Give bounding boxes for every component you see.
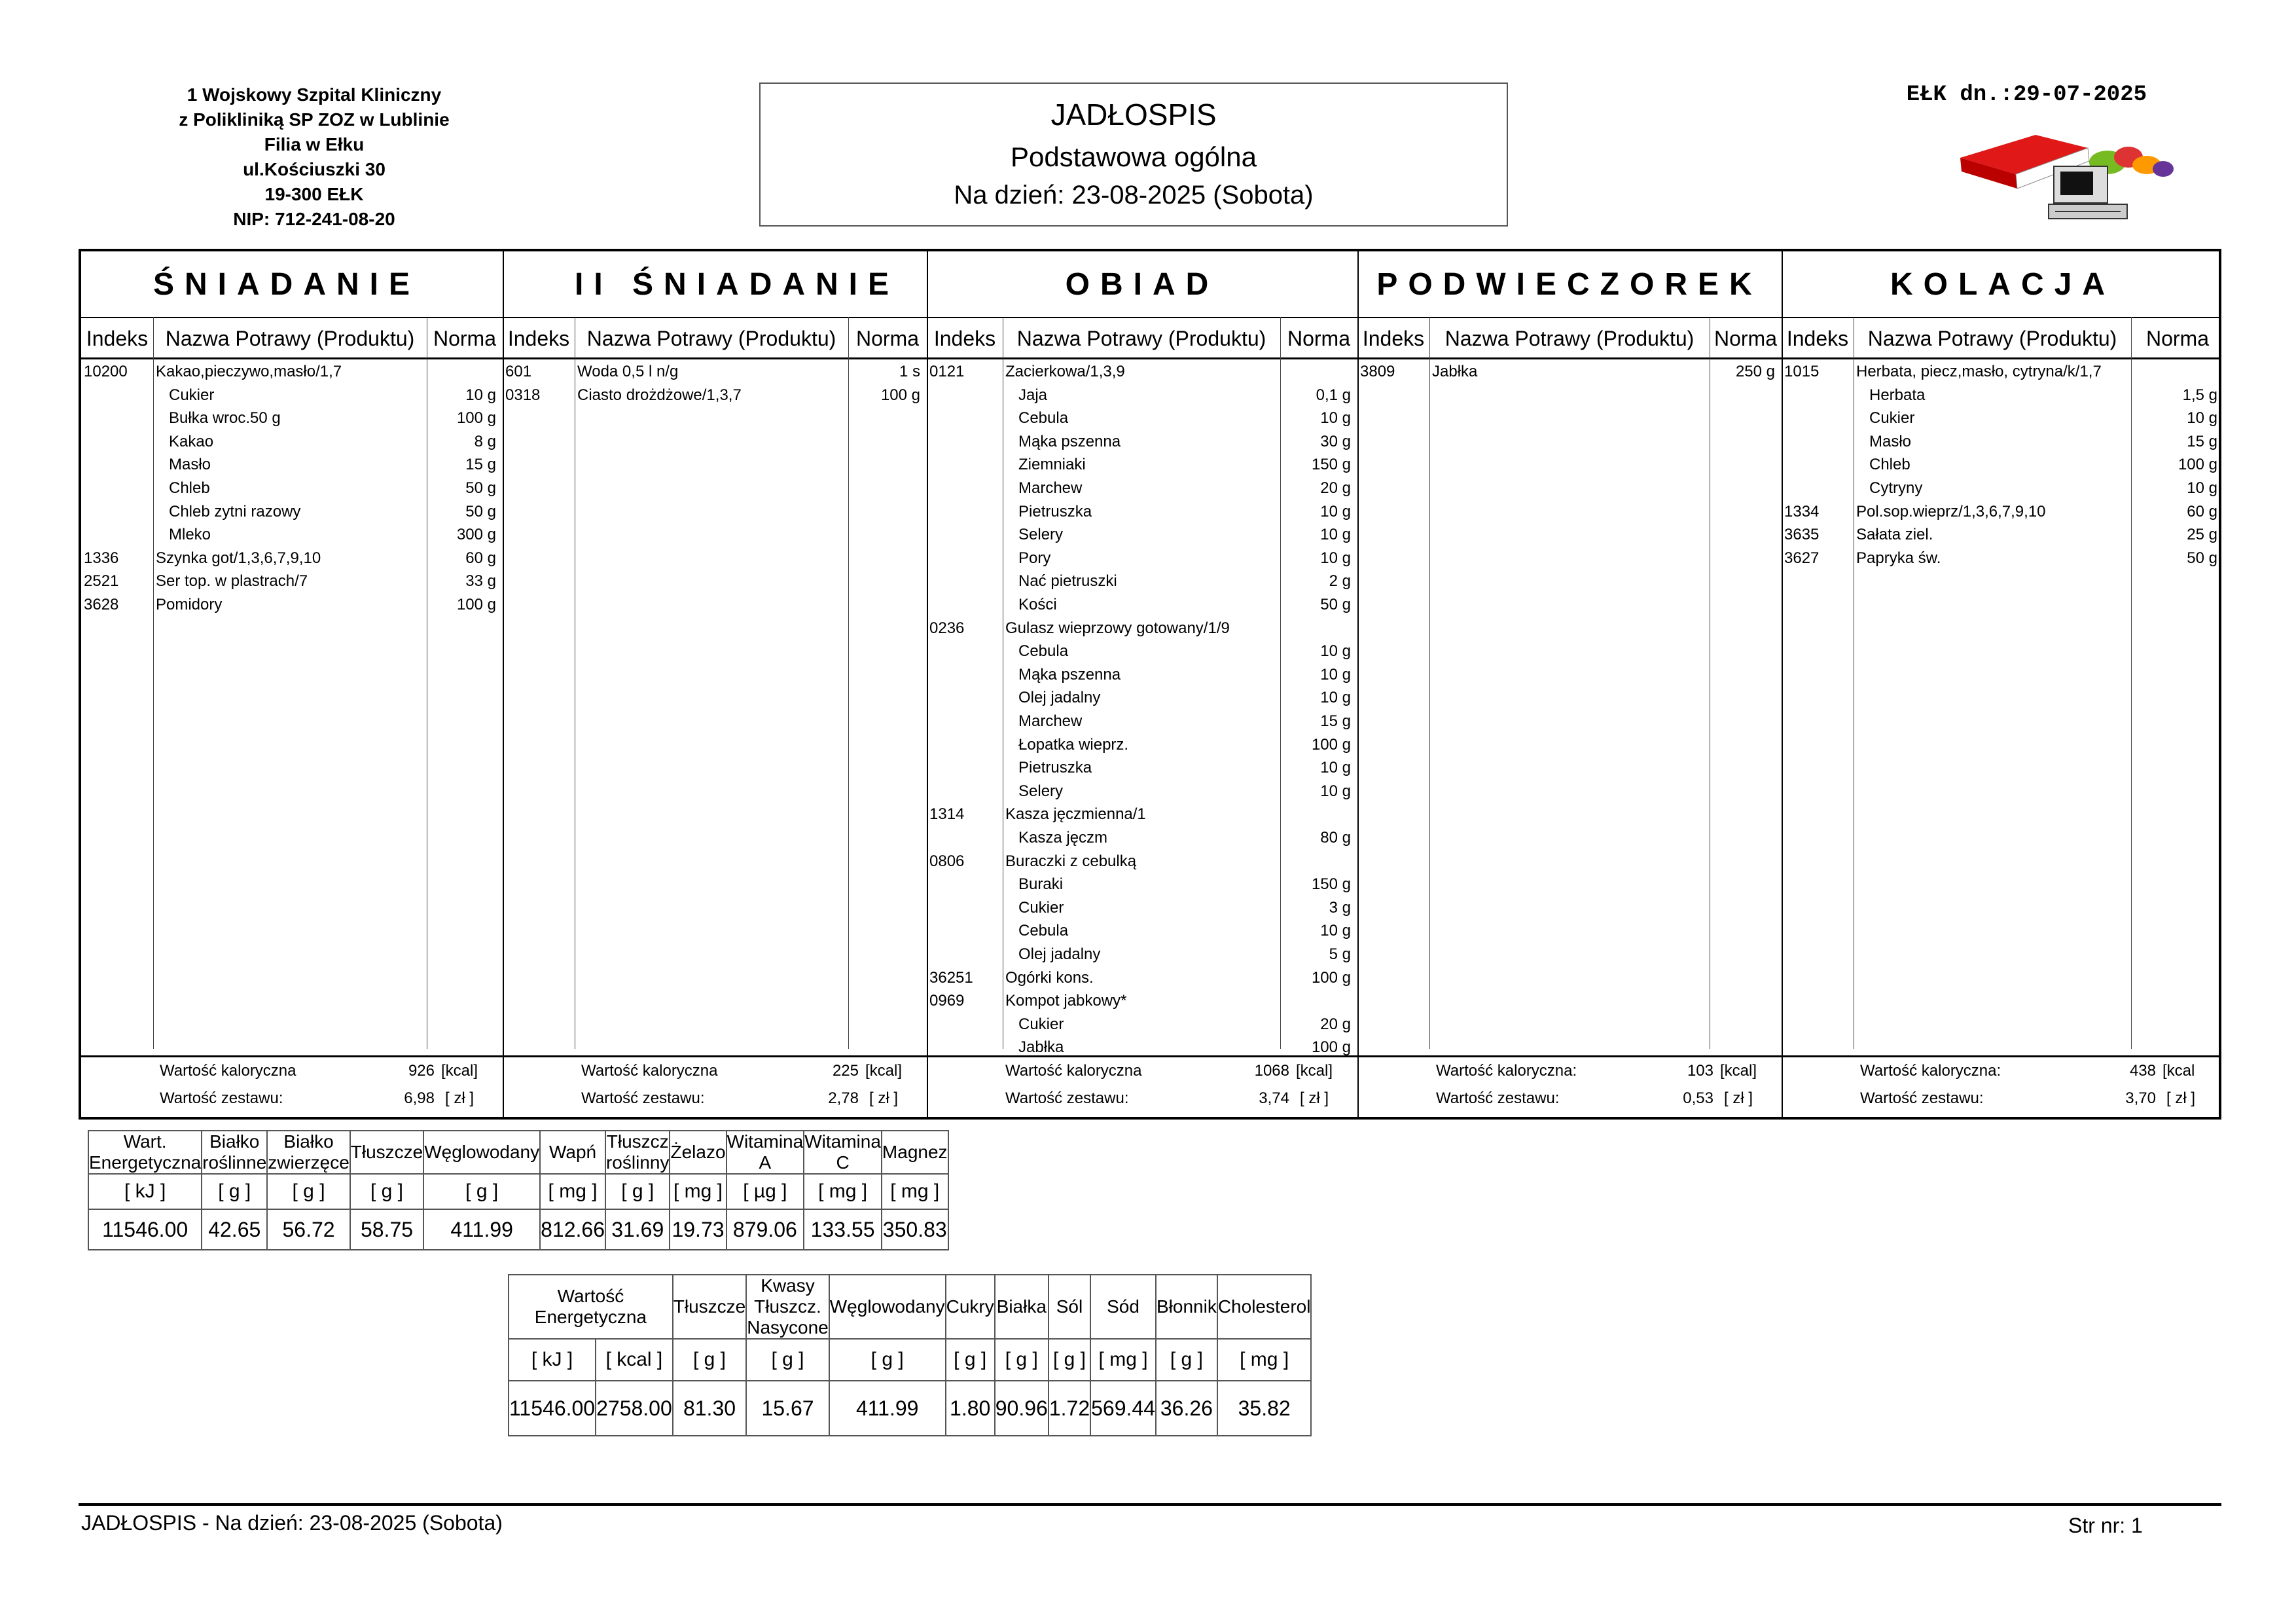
kcal-unit: [kcal: [2162, 1062, 2195, 1080]
column-divider: [1429, 317, 1430, 1049]
table-cell: 1.80: [946, 1381, 995, 1436]
table-cell: [ mg ]: [540, 1174, 605, 1209]
item-norm: 20 g: [1320, 1015, 1351, 1033]
cost-label: Wartość zestawu:: [1436, 1089, 1560, 1107]
nutrition-table: [508, 1274, 1312, 1436]
meal-title: II ŚNIADANIE: [575, 266, 900, 302]
kcal-label: Wartość kaloryczna:: [1860, 1062, 2001, 1080]
table-cell: [ g ]: [267, 1174, 350, 1209]
item-name: Mąka pszenna: [1018, 432, 1121, 450]
item-name: Ser top. w plastrach/7: [156, 572, 308, 591]
item-index: 2521: [84, 572, 119, 591]
item-name: Chleb zytni razowy: [169, 502, 301, 520]
item-name: Pietruszka: [1018, 759, 1092, 777]
cost-unit: [ zł ]: [2166, 1089, 2196, 1107]
item-norm: [427, 360, 496, 384]
item-norm: 10 g: [1320, 665, 1351, 684]
table-cell: 133.55: [804, 1209, 882, 1250]
column-header-norm: Norma: [1287, 326, 1350, 350]
item-norm: 10 g: [465, 386, 496, 404]
item-norm: 50 g: [465, 502, 496, 520]
table-cell: [ g ]: [1049, 1339, 1090, 1381]
item-norm: 100 g: [1311, 735, 1351, 754]
item-norm: [1280, 360, 1351, 384]
item-norm: 10 g: [1320, 689, 1351, 707]
item-name: Kakao,pieczywo,masło/1,7: [156, 363, 342, 380]
item-norm: 10 g: [1320, 759, 1351, 777]
column-header-norm: Norma: [855, 326, 919, 350]
header-rule: [81, 357, 2219, 359]
table-cell: 31.69: [605, 1209, 670, 1250]
item-norm: 8 g: [474, 432, 496, 450]
totals-rule: [81, 1055, 2219, 1057]
item-norm: 100 g: [456, 409, 496, 428]
table-cell: Magnez: [882, 1131, 948, 1174]
item-name: Cebula: [1018, 642, 1069, 661]
header-rule: [81, 317, 2219, 318]
cost-unit: [ zł ]: [1300, 1089, 1329, 1107]
table-cell: Wapń: [540, 1131, 605, 1174]
item-norm: 5 g: [1329, 945, 1351, 963]
table-cell: [ g ]: [202, 1174, 267, 1209]
table-row: [88, 1131, 948, 1174]
hospital-line: 19-300 EŁK: [264, 184, 364, 204]
table-cell: [ g ]: [995, 1339, 1049, 1381]
table-cell: Sól: [1049, 1275, 1090, 1339]
book-computer-fruit-icon: [1957, 128, 2179, 227]
item-norm: 80 g: [1320, 829, 1351, 847]
column-header-norm: Norma: [433, 326, 496, 350]
kcal-unit: [kcal]: [1296, 1062, 1333, 1080]
item-norm: 20 g: [1320, 479, 1351, 497]
table-cell: 15.67: [746, 1381, 829, 1436]
kcal-unit: [kcal]: [1720, 1062, 1757, 1080]
item-index: 1314: [929, 805, 965, 824]
item-norm: 10 g: [1320, 549, 1351, 567]
item-norm: 10 g: [1320, 782, 1351, 800]
cost-value: 3,70: [2125, 1089, 2156, 1107]
item-norm: 10 g: [1320, 922, 1351, 940]
menu-date: Na dzień: 23-08-2025 (Sobota): [954, 181, 1314, 210]
menu-title: JADŁOSPIS: [1050, 98, 1217, 132]
item-norm: 0,1 g: [1316, 386, 1351, 404]
table-cell: Witamina A: [726, 1131, 804, 1173]
item-index: 3628: [84, 596, 119, 613]
cost-value: 0,53: [1683, 1089, 1713, 1107]
column-header-index: Indeks: [933, 326, 996, 350]
item-norm: 3 g: [1329, 898, 1351, 917]
table-cell: [ kJ ]: [88, 1174, 202, 1209]
item-norm: 10 g: [1320, 642, 1351, 661]
item-name: Ziemniaki: [1018, 456, 1086, 474]
column-header-norm: Norma: [1713, 326, 1777, 350]
item-norm: 25 g: [2187, 526, 2217, 544]
table-cell: 42.65: [202, 1209, 267, 1250]
table-cell: Cukry: [946, 1275, 995, 1339]
column-header-name: Nazwa Potrawy (Produktu): [165, 326, 415, 350]
item-norm: 30 g: [1320, 432, 1351, 450]
meal-title: KOLACJA: [1890, 266, 2115, 302]
cost-unit: [ zł ]: [869, 1089, 899, 1107]
item-name: Buraki: [1018, 875, 1064, 894]
item-norm: [2131, 360, 2217, 384]
item-norm: 15 g: [1320, 712, 1351, 730]
item-name: Gulasz wieprzowy gotowany/1/9: [1005, 619, 1230, 637]
table-cell: Wart. Energetyczna: [89, 1131, 202, 1173]
item-norm: [1280, 989, 1351, 1013]
table-cell: 11546.00: [88, 1209, 202, 1250]
hospital-line: ul.Kościuszki 30: [243, 159, 386, 179]
table-cell: [ g ]: [673, 1339, 746, 1381]
item-name: Kasza jęczm: [1018, 829, 1108, 847]
diet-type: Podstawowa ogólna: [1011, 141, 1257, 172]
item-name: Cukier: [1018, 898, 1064, 917]
item-name: Jabłka: [1432, 363, 1478, 380]
column-header-index: Indeks: [507, 326, 570, 350]
item-name: Cukier: [169, 386, 215, 404]
table-cell: Żelazo: [670, 1131, 726, 1174]
table-cell: Białka: [995, 1275, 1049, 1339]
nutrition-table: [88, 1130, 949, 1250]
item-norm: 100 g: [1311, 1038, 1351, 1057]
table-cell: 56.72: [267, 1209, 350, 1250]
cost-value: 6,98: [404, 1089, 435, 1107]
item-norm: 15 g: [465, 456, 496, 474]
column-divider: [848, 317, 849, 1049]
item-index: 10200: [84, 363, 128, 380]
item-norm: 100 g: [2178, 456, 2217, 474]
column-header-index: Indeks: [1362, 326, 1425, 350]
item-norm: 300 g: [456, 526, 496, 544]
item-name: Herbata, piecz,masło, cytryna/k/1,7: [1856, 363, 2102, 380]
item-norm: 150 g: [1311, 456, 1351, 474]
item-norm: 50 g: [2187, 549, 2217, 567]
table-cell: Błonnik: [1156, 1275, 1217, 1339]
item-norm: 100 g: [456, 596, 496, 613]
item-norm: 250 g: [1735, 363, 1775, 380]
table-cell: [ µg ]: [726, 1174, 804, 1209]
item-index: 1015: [1784, 363, 1820, 380]
hospital-line: z Polikliniką SP ZOZ w Lublinie: [179, 109, 450, 130]
item-norm: 50 g: [1320, 596, 1351, 613]
item-name: Marchew: [1018, 479, 1083, 497]
column-divider: [1357, 251, 1359, 1117]
table-cell: 411.99: [829, 1381, 946, 1436]
meal-title: OBIAD: [1065, 266, 1219, 302]
table-cell: [ g ]: [1156, 1339, 1217, 1381]
kcal-unit: [kcal]: [441, 1062, 478, 1080]
table-cell: Witamina C: [804, 1131, 881, 1173]
item-name: Cebula: [1018, 922, 1069, 940]
table-cell: 58.75: [350, 1209, 423, 1250]
item-index: 0121: [929, 363, 965, 380]
item-norm: 60 g: [465, 549, 496, 567]
item-name: Ogórki kons.: [1005, 968, 1094, 987]
table-cell: 81.30: [673, 1381, 746, 1436]
hospital-address: [131, 82, 497, 232]
table-cell: 19.73: [670, 1209, 726, 1250]
item-norm: 100 g: [1311, 968, 1351, 987]
item-norm: 33 g: [465, 572, 496, 591]
item-name: Jaja: [1018, 386, 1048, 404]
table-cell: Białko zwierzęce: [268, 1131, 350, 1173]
table-cell: [ g ]: [746, 1339, 829, 1381]
item-norm: 1,5 g: [2182, 386, 2217, 404]
item-index: 0236: [929, 619, 965, 637]
column-header-name: Nazwa Potrawy (Produktu): [586, 326, 836, 350]
footer-text: JADŁOSPIS - Na dzień: 23-08-2025 (Sobota): [81, 1511, 503, 1535]
kcal-label: Wartość kaloryczna: [581, 1062, 718, 1080]
meal-title: ŚNIADANIE: [153, 266, 421, 302]
table-row: [509, 1339, 1311, 1381]
column-divider: [503, 251, 504, 1117]
item-norm: [1280, 617, 1351, 640]
item-norm: 10 g: [1320, 409, 1351, 428]
table-cell: [ mg ]: [882, 1174, 948, 1209]
item-name: Masło: [1869, 432, 1912, 450]
column-divider: [153, 317, 154, 1049]
item-name: Mleko: [169, 526, 211, 544]
item-index: 3809: [1360, 363, 1395, 380]
item-name: Cebula: [1018, 409, 1069, 428]
table-cell: [ mg ]: [804, 1174, 882, 1209]
item-index: 601: [505, 363, 532, 380]
column-header-name: Nazwa Potrawy (Produktu): [1867, 326, 2117, 350]
table-cell: [ mg ]: [1090, 1339, 1156, 1381]
item-norm: 10 g: [2187, 409, 2217, 428]
table-row: [509, 1381, 1311, 1436]
table-cell: Węglowodany: [829, 1275, 946, 1339]
column-header-norm: Norma: [2145, 326, 2209, 350]
table-cell: 90.96: [995, 1381, 1049, 1436]
item-name: Ciasto drożdżowe/1,3,7: [577, 386, 742, 404]
page-number: Str nr: 1: [2068, 1514, 2143, 1537]
cost-value: 2,78: [828, 1089, 859, 1107]
menu-grid: [79, 249, 2221, 1120]
kcal-label: Wartość kaloryczna:: [1436, 1062, 1577, 1080]
item-name: Pory: [1018, 549, 1051, 567]
item-name: Nać pietruszki: [1018, 572, 1117, 591]
table-row: [88, 1209, 948, 1250]
cost-unit: [ zł ]: [445, 1089, 475, 1107]
table-cell: [ kJ ]: [509, 1339, 596, 1381]
item-name: Selery: [1018, 782, 1064, 800]
item-norm: 10 g: [2187, 479, 2217, 497]
table-cell: Węglowodany: [423, 1131, 540, 1174]
table-cell: 411.99: [423, 1209, 540, 1250]
item-norm: 1 s: [899, 363, 920, 380]
item-name: Kompot jabkowy*: [1005, 992, 1127, 1010]
item-name: Chleb: [169, 479, 210, 497]
column-header-index: Indeks: [86, 326, 149, 350]
table-cell: 350.83: [882, 1209, 948, 1250]
cost-label: Wartość zestawu:: [581, 1089, 705, 1107]
item-norm: 150 g: [1311, 875, 1351, 894]
kcal-value: 1068: [1254, 1062, 1289, 1080]
item-index: 3635: [1784, 526, 1820, 544]
meal-title: PODWIECZOREK: [1376, 266, 1763, 302]
table-row: [509, 1275, 1311, 1339]
hospital-line: NIP: 712-241-08-20: [233, 209, 395, 229]
footer-divider: [79, 1503, 2221, 1506]
item-index: 0806: [929, 852, 965, 870]
item-name: Pomidory: [156, 596, 223, 613]
table-cell: Kwasy Tłuszcz. Nasycone: [747, 1275, 829, 1338]
cost-label: Wartość zestawu:: [160, 1089, 283, 1107]
item-norm: 60 g: [2187, 502, 2217, 520]
table-cell: Sód: [1090, 1275, 1156, 1339]
kcal-value: 103: [1687, 1062, 1713, 1080]
item-name: Cukier: [1869, 409, 1915, 428]
table-cell: 2758.00: [596, 1381, 673, 1436]
item-norm: 10 g: [1320, 526, 1351, 544]
item-norm: 50 g: [465, 479, 496, 497]
table-cell: Wartość Energetyczna: [509, 1275, 673, 1339]
item-name: Szynka got/1,3,6,7,9,10: [156, 549, 321, 567]
column-header-index: Indeks: [1786, 326, 1849, 350]
item-name: Cukier: [1018, 1015, 1064, 1033]
column-divider: [927, 251, 928, 1117]
table-cell: [ mg ]: [670, 1174, 726, 1209]
item-name: Chleb: [1869, 456, 1910, 474]
kcal-label: Wartość kaloryczna: [160, 1062, 296, 1080]
item-name: Papryka św.: [1856, 549, 1941, 567]
item-name: Buraczki z cebulką: [1005, 852, 1137, 870]
item-name: Cytryny: [1869, 479, 1923, 497]
hospital-line: 1 Wojskowy Szpital Kliniczny: [187, 84, 442, 105]
item-index: 0318: [505, 386, 541, 404]
item-name: Pietruszka: [1018, 502, 1092, 520]
kcal-unit: [kcal]: [865, 1062, 903, 1080]
item-name: Masło: [169, 456, 211, 474]
table-cell: 569.44: [1090, 1381, 1156, 1436]
cost-label: Wartość zestawu:: [1005, 1089, 1129, 1107]
cost-unit: [ zł ]: [1724, 1089, 1753, 1107]
item-index: 3627: [1784, 549, 1820, 567]
item-norm: [1280, 803, 1351, 826]
table-row: [88, 1174, 948, 1209]
print-date: EŁK dn.:29-07-2025: [1906, 82, 2147, 107]
table-cell: [ g ]: [423, 1174, 540, 1209]
item-name: Olej jadalny: [1018, 945, 1101, 963]
item-name: Kości: [1018, 596, 1057, 613]
item-name: Herbata: [1869, 386, 1926, 404]
hospital-line: Filia w Ełku: [264, 134, 365, 155]
table-cell: [ g ]: [829, 1339, 946, 1381]
item-name: Łopatka wieprz.: [1018, 735, 1129, 754]
table-cell: Tłuszcze: [673, 1275, 746, 1339]
item-index: 1336: [84, 549, 119, 567]
table-cell: [ kcal ]: [596, 1339, 673, 1381]
item-norm: 10 g: [1320, 502, 1351, 520]
item-name: Kasza jęczmienna/1: [1005, 805, 1146, 824]
kcal-value: 438: [2129, 1062, 2156, 1080]
item-name: Olej jadalny: [1018, 689, 1101, 707]
table-cell: [ g ]: [350, 1174, 423, 1209]
table-cell: 36.26: [1156, 1381, 1217, 1436]
kcal-value: 926: [408, 1062, 435, 1080]
item-index: 1334: [1784, 502, 1820, 520]
column-header-name: Nazwa Potrawy (Produktu): [1016, 326, 1266, 350]
title-box: [759, 82, 1508, 227]
item-name: Pol.sop.wieprz/1,3,6,7,9,10: [1856, 502, 2046, 520]
item-name: Selery: [1018, 526, 1064, 544]
table-cell: 11546.00: [509, 1381, 596, 1436]
item-norm: 100 g: [880, 386, 920, 404]
cost-value: 3,74: [1259, 1089, 1289, 1107]
table-cell: Tłuszcze: [350, 1131, 423, 1174]
item-index: 0969: [929, 992, 965, 1010]
item-norm: [1280, 850, 1351, 873]
item-index: 36251: [929, 968, 973, 987]
item-name: Sałata ziel.: [1856, 526, 1933, 544]
table-cell: 812.66: [540, 1209, 605, 1250]
table-cell: Białko roślinne: [202, 1131, 267, 1173]
item-name: Kakao: [169, 432, 214, 450]
table-cell: 1.72: [1049, 1381, 1090, 1436]
cost-label: Wartość zestawu:: [1860, 1089, 1984, 1107]
table-cell: [ g ]: [946, 1339, 995, 1381]
table-cell: [ g ]: [605, 1174, 670, 1209]
kcal-label: Wartość kaloryczna: [1005, 1062, 1142, 1080]
table-cell: Tłuszcz roślinny: [605, 1131, 670, 1173]
table-cell: 879.06: [726, 1209, 804, 1250]
item-name: Woda 0,5 l n/g: [577, 363, 679, 380]
table-cell: Cholesterol: [1217, 1275, 1312, 1339]
item-name: Mąka pszenna: [1018, 665, 1121, 684]
table-cell: [ mg ]: [1217, 1339, 1312, 1381]
column-divider: [1782, 251, 1783, 1117]
column-header-name: Nazwa Potrawy (Produktu): [1444, 326, 1695, 350]
item-name: Bułka wroc.50 g: [169, 409, 281, 428]
table-cell: 35.82: [1217, 1381, 1312, 1436]
item-name: Marchew: [1018, 712, 1083, 730]
item-norm: 15 g: [2187, 432, 2217, 450]
kcal-value: 225: [832, 1062, 859, 1080]
item-name: Jabłka: [1018, 1038, 1064, 1057]
item-name: Zacierkowa/1,3,9: [1005, 363, 1125, 380]
item-norm: 2 g: [1329, 572, 1351, 591]
